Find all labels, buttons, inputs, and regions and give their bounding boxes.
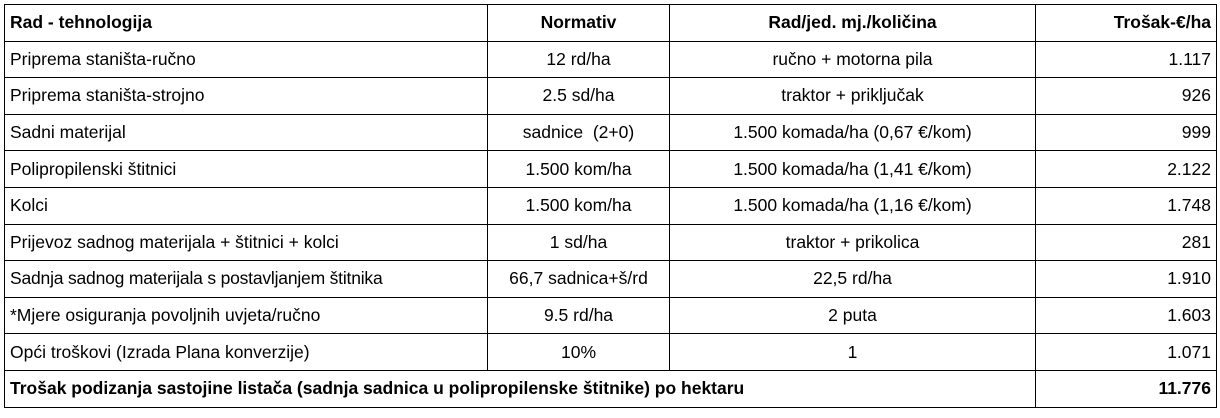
cell-work: Kolci [5,187,488,224]
cell-cost: 2.122 [1036,151,1217,188]
cell-normative: 1.500 kom/ha [488,187,670,224]
cell-cost: 999 [1036,114,1217,151]
cell-cost: 926 [1036,78,1217,115]
header-row [5,5,1217,42]
cell-quantity: 1.500 komada/ha (1,16 €/kom) [670,187,1036,224]
cell-quantity: 1 [670,334,1036,371]
table-row [5,41,1217,78]
cell-work: Prijevoz sadnog materijala + štitnici + kolci [5,224,488,261]
total-value: 11.776 [1036,370,1217,407]
header-work-technology: Rad - tehnologija [5,5,488,42]
cell-work: Opći troškovi (Izrada Plana konverzije) [5,334,488,371]
cell-work: Priprema staništa-ručno [5,41,488,78]
header-cost: Trošak-€/ha [1036,5,1217,42]
cell-normative: sadnice (2+0) [488,114,670,151]
cell-normative: 2.5 sd/ha [488,78,670,115]
cell-work: Priprema staništa-strojno [5,78,488,115]
header-normative: Normativ [488,5,670,42]
cell-work: Sadni materijal [5,114,488,151]
cost-table [4,4,1217,408]
cell-cost: 1.117 [1036,41,1217,78]
cell-cost: 281 [1036,224,1217,261]
cell-quantity: traktor + priključak [670,78,1036,115]
table-row [5,334,1217,371]
cell-normative: 1.500 kom/ha [488,151,670,188]
cell-quantity: ručno + motorna pila [670,41,1036,78]
cell-work: Polipropilenski štitnici [5,151,488,188]
cell-quantity: 1.500 komada/ha (0,67 €/kom) [670,114,1036,151]
cell-cost: 1.071 [1036,334,1217,371]
total-label: Trošak podizanja sastojine listača (sadnja sadnica u polipropilenske štitnike) po hektaru [5,370,1036,407]
cell-cost: 1.748 [1036,187,1217,224]
cell-normative: 1 sd/ha [488,224,670,261]
table-row [5,151,1217,188]
cell-normative: 10% [488,334,670,371]
cell-quantity: 1.500 komada/ha (1,41 €/kom) [670,151,1036,188]
table-row [5,78,1217,115]
total-row [5,370,1217,407]
cost-table-container [4,4,1217,408]
cell-work: Sadnja sadnog materijala s postavljanjem štitnika [5,261,488,298]
table-row [5,261,1217,298]
cell-cost: 1.910 [1036,261,1217,298]
cell-quantity: traktor + prikolica [670,224,1036,261]
table-row [5,297,1217,334]
cell-normative: 9.5 rd/ha [488,297,670,334]
table-row [5,224,1217,261]
cell-work: *Mjere osiguranja povoljnih uvjeta/ručno [5,297,488,334]
cell-quantity: 2 puta [670,297,1036,334]
table-row [5,187,1217,224]
cell-cost: 1.603 [1036,297,1217,334]
cell-quantity: 22,5 rd/ha [670,261,1036,298]
cell-normative: 66,7 sadnica+š/rd [488,261,670,298]
header-work-unit-quantity: Rad/jed. mj./količina [670,5,1036,42]
cell-normative: 12 rd/ha [488,41,670,78]
table-row [5,114,1217,151]
